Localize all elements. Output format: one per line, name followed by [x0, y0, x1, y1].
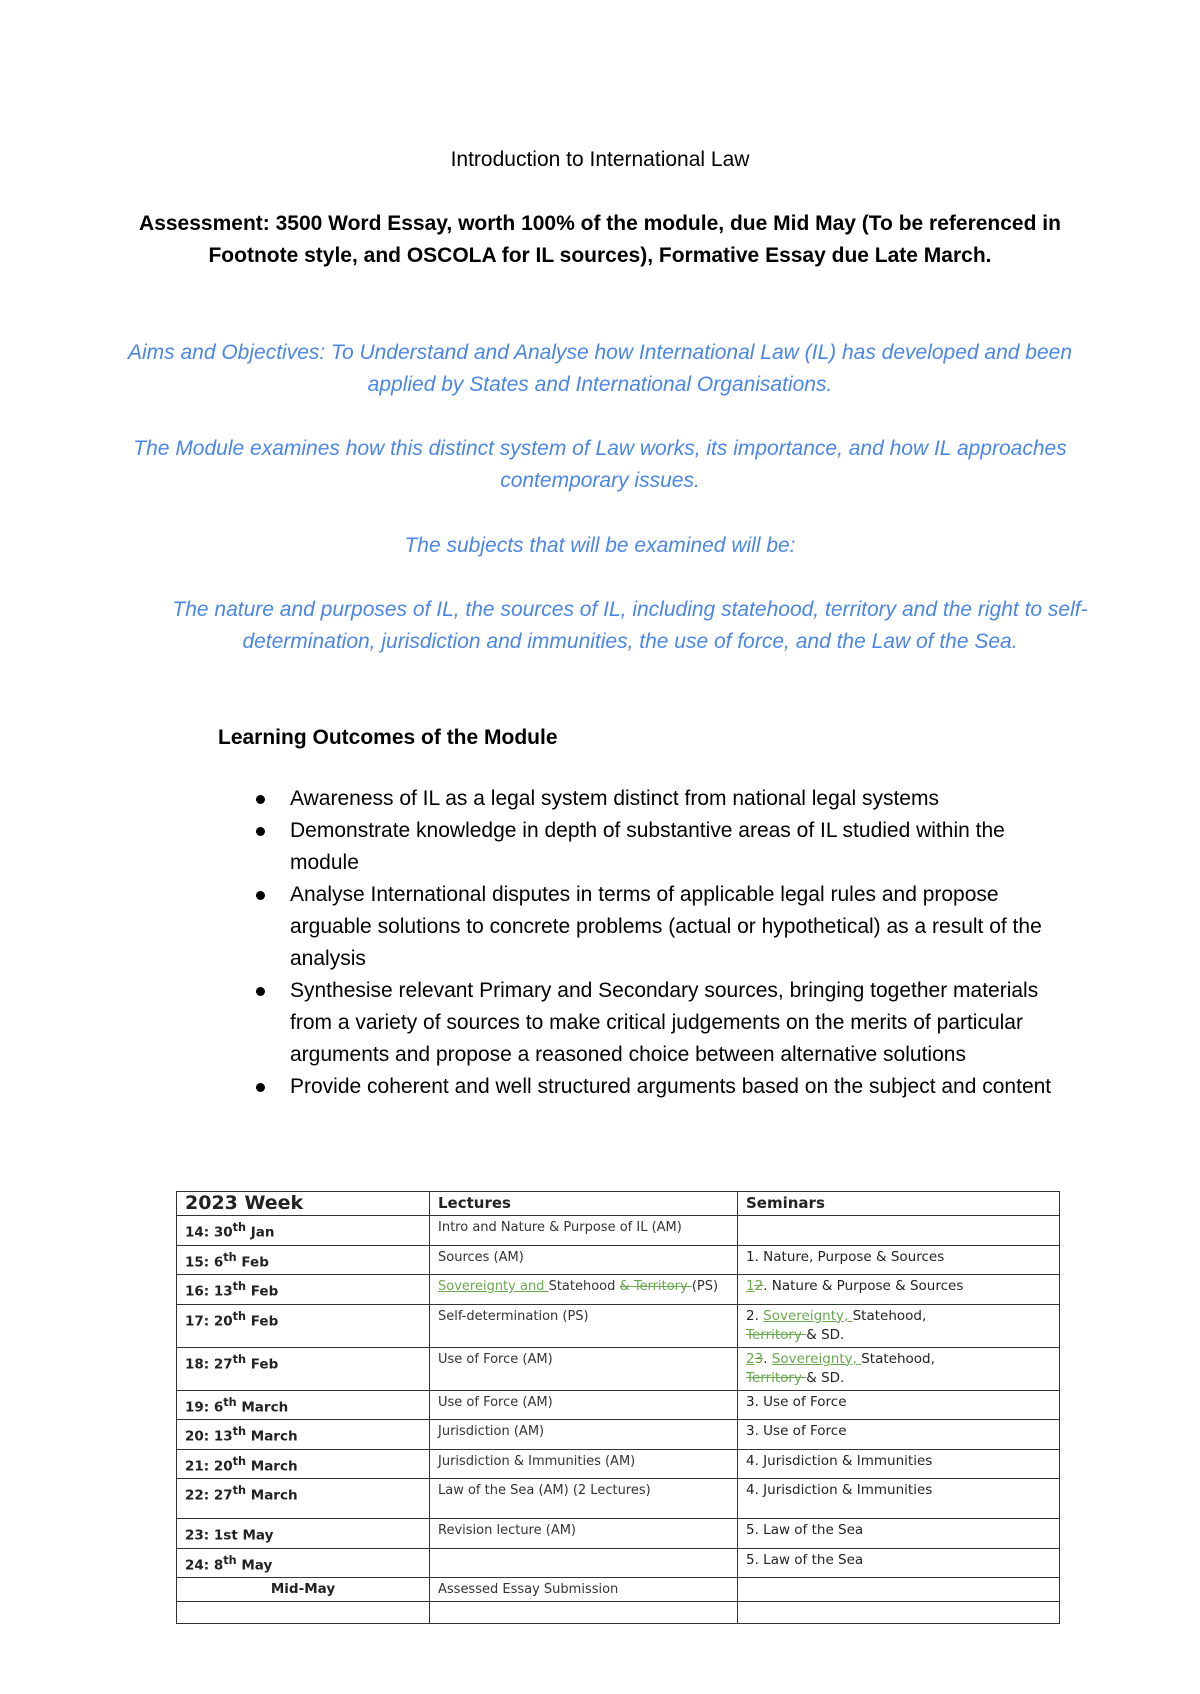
schedule-table: [176, 1191, 1060, 1624]
lecture-cell: Self-determination (PS): [430, 1304, 738, 1347]
table-row: [177, 1304, 1060, 1347]
outcome-text: Awareness of IL as a legal system distinct from national legal systems: [290, 787, 939, 810]
week-cell: 17: 20th Feb: [177, 1304, 430, 1347]
lecture-cell: Jurisdiction & Immunities (AM): [430, 1449, 738, 1479]
bullet-icon: [256, 827, 265, 836]
outcome-text: Analyse International disputes in terms of applicable legal rules and propose arguable solutions to concrete problems (actual or hypothetical) as a result of the analysis: [290, 883, 1042, 970]
learning-outcomes-heading: Learning Outcomes of the Module: [218, 726, 558, 749]
table-row: [177, 1449, 1060, 1479]
seminar-cell: 4. Jurisdiction & Immunities: [738, 1449, 1060, 1479]
table-header-row: [177, 1192, 1060, 1216]
table-row: [177, 1578, 1060, 1602]
outcome-text: Demonstrate knowledge in depth of substantive areas of IL studied within the module: [290, 819, 1005, 874]
week-cell: 19: 6th March: [177, 1390, 430, 1420]
empty-cell: [177, 1602, 430, 1624]
empty-cell: [430, 1602, 738, 1624]
table-row: [177, 1347, 1060, 1390]
seminar-cell: 5. Law of the Sea: [738, 1548, 1060, 1578]
lecture-cell: Sovereignty and Statehood & Territory (PS): [430, 1275, 738, 1305]
seminar-cell: 1. Nature, Purpose & Sources: [738, 1245, 1060, 1275]
assessment-info: Assessment: 3500 Word Essay, worth 100% of the module, due Mid May (To be referenced in Footnote style, and OSCOLA for IL sources), Formative Essay due Late March.: [139, 212, 1061, 267]
week-cell: 20: 13th March: [177, 1420, 430, 1450]
seminar-cell: [738, 1578, 1060, 1602]
table-row: [177, 1390, 1060, 1420]
lecture-cell: Use of Force (AM): [430, 1390, 738, 1420]
seminar-cell: 4. Jurisdiction & Immunities: [738, 1479, 1060, 1519]
table-row: [177, 1420, 1060, 1450]
seminar-cell: 3. Use of Force: [738, 1390, 1060, 1420]
subjects-list: The nature and purposes of IL, the sources of IL, including statehood, territory and the right to self-determination, jurisdiction and immunities, the use of force, and the Law of the Sea.: [172, 598, 1088, 653]
week-cell: 14: 30th Jan: [177, 1216, 430, 1246]
seminar-cell: [738, 1216, 1060, 1246]
seminar-cell: 12. Nature & Purpose & Sources: [738, 1275, 1060, 1305]
document-title: Introduction to International Law: [450, 148, 750, 171]
seminar-cell: 23. Sovereignty, Statehood, Territory & SD.: [738, 1347, 1060, 1390]
table-row: [177, 1245, 1060, 1275]
header-lectures: Lectures: [430, 1192, 738, 1216]
bullet-icon: [256, 987, 265, 996]
outcome-text: Provide coherent and well structured arguments based on the subject and content: [290, 1075, 1052, 1098]
learning-outcomes-list: [256, 783, 1076, 1103]
week-cell: Mid-May: [177, 1578, 430, 1602]
lecture-cell: Law of the Sea (AM) (2 Lectures): [430, 1479, 738, 1519]
week-cell: 16: 13th Feb: [177, 1275, 430, 1305]
week-cell: 23: 1st May: [177, 1519, 430, 1549]
lecture-cell: Revision lecture (AM): [430, 1519, 738, 1549]
seminar-cell: 5. Law of the Sea: [738, 1519, 1060, 1549]
table-row-empty: [177, 1602, 1060, 1624]
lecture-cell: Jurisdiction (AM): [430, 1420, 738, 1450]
week-cell: 15: 6th Feb: [177, 1245, 430, 1275]
bullet-icon: [256, 891, 265, 900]
table-row: [177, 1548, 1060, 1578]
lecture-cell: Intro and Nature & Purpose of IL (AM): [430, 1216, 738, 1246]
week-cell: 24: 8th May: [177, 1548, 430, 1578]
module-examines: The Module examines how this distinct system of Law works, its importance, and how IL approaches contemporary issues.: [133, 437, 1067, 492]
list-item: [256, 783, 1076, 815]
list-item: [256, 879, 1076, 975]
lecture-cell: Sources (AM): [430, 1245, 738, 1275]
table-row: [177, 1479, 1060, 1519]
week-cell: 22: 27th March: [177, 1479, 430, 1519]
bullet-icon: [256, 795, 265, 804]
lecture-cell: Use of Force (AM): [430, 1347, 738, 1390]
lecture-cell: [430, 1548, 738, 1578]
list-item: [256, 1071, 1076, 1103]
table-row: [177, 1216, 1060, 1246]
seminar-cell: 2. Sovereignty, Statehood, Territory & SD.: [738, 1304, 1060, 1347]
table-row: [177, 1275, 1060, 1305]
week-cell: 18: 27th Feb: [177, 1347, 430, 1390]
lecture-cell: Assessed Essay Submission: [430, 1578, 738, 1602]
list-item: [256, 815, 1076, 879]
outcome-text: Synthesise relevant Primary and Secondary sources, bringing together materials from a variety of sources to make critical judgements on the merits of particular arguments and propose a reasoned choice between alternative solutions: [290, 979, 1039, 1066]
subjects-intro: The subjects that will be examined will be:: [404, 534, 796, 557]
table-row: [177, 1519, 1060, 1549]
seminar-cell: 3. Use of Force: [738, 1420, 1060, 1450]
bullet-icon: [256, 1083, 265, 1092]
header-seminars: Seminars: [738, 1192, 1060, 1216]
list-item: [256, 975, 1076, 1071]
empty-cell: [738, 1602, 1060, 1624]
header-week: 2023 Week: [177, 1192, 430, 1216]
week-cell: 21: 20th March: [177, 1449, 430, 1479]
aims-objectives: Aims and Objectives: To Understand and Analyse how International Law (IL) has developed and been applied by States and International Organisations.: [127, 341, 1073, 396]
